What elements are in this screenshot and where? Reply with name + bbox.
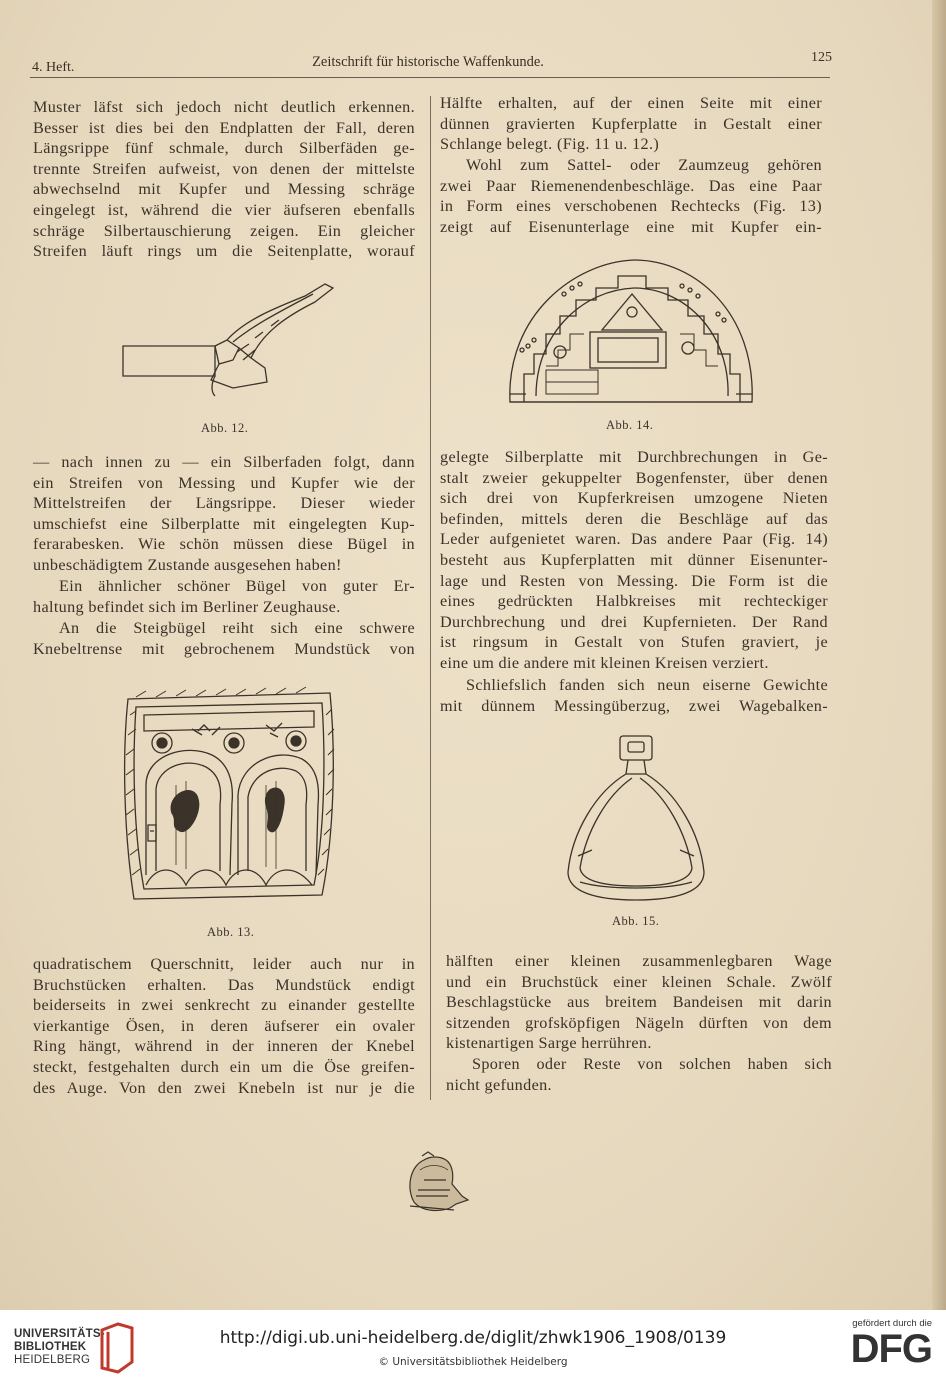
- text-line: schräge Silbertauschierung zeigen. Ein gleicher: [33, 221, 415, 240]
- copyright-notice: © Universitätsbibliothek Heidelberg: [378, 1356, 568, 1368]
- text-line: Muster läfst sich jedoch nicht deutlich erkennen.: [33, 98, 415, 116]
- text-line: Durchbrechung und drei Kupfernieten. Der Rand: [440, 612, 828, 631]
- text-line: unbeschädigtem Zustande ausgesehen haben!: [33, 555, 342, 574]
- text-line: vierkantige Ösen, in deren äufserer ein ovaler: [33, 1016, 415, 1035]
- text-line: dünnen gravierten Kupferplatte in Gestalt einer: [440, 114, 822, 133]
- text-line: besteht aus Kupferplatten mit dünner Eisenunter-: [440, 550, 828, 569]
- logo-line: HEIDELBERG: [14, 1354, 91, 1366]
- text-line: lage und Resten von Messing. Die Form ist die: [440, 571, 828, 590]
- text-line: Bruchstücken erhalten. Das Mundstück endigt: [33, 975, 415, 994]
- text-line: An die Steigbügel reiht sich eine schwere: [59, 619, 415, 637]
- text-line: eines gedrückten Halbkreises mit rechteckiger: [440, 592, 828, 611]
- text-line: gelegte Silberplatte mit Durchbrechungen in Ge-: [440, 448, 828, 466]
- text-line: — nach innen zu — ein Silberfaden folgt, dann: [33, 453, 415, 471]
- text-line: und ein Bruchstück einer kleinen Schale. Zwölf: [446, 972, 832, 991]
- journal-title: Zeitschrift für historische Waffenkunde.: [312, 54, 544, 70]
- text-line: Sporen oder Reste von solchen haben sich: [472, 1055, 832, 1073]
- text-line: abwechselnd mit Kupfer und Messing schräge: [33, 180, 415, 199]
- text-line: trennte Streifen aufweist, von denen der mittelste: [33, 159, 415, 178]
- text-line: nicht gefunden.: [446, 1075, 552, 1094]
- text-line: Streifen läuft rings um die Seitenplatte, worauf: [33, 242, 415, 261]
- right-col-block-2: [440, 155, 822, 237]
- text-line: haltung befindet sich im Berliner Zeughause.: [33, 597, 341, 616]
- left-col-block-1: [33, 97, 415, 262]
- text-line: sich drei von Kupferkreisen umzogene Nieten: [440, 489, 828, 508]
- text-line: sitzenden grofsköpfigen Nägeln dürften von dem: [446, 1013, 832, 1032]
- right-col-block-6: [446, 1054, 832, 1095]
- dfg-logo: DFG: [850, 1327, 932, 1371]
- text-line: zeigt auf Eisenunterlage eine mit Kupfer ein-: [440, 217, 822, 236]
- text-line: befinden, mittels deren die Beschläge auf das: [440, 509, 828, 528]
- text-line: Schliefslich fanden sich neun eiserne Gewichte: [466, 676, 828, 694]
- digitization-footer: [0, 1310, 946, 1378]
- right-col-block-1: [440, 93, 822, 155]
- figure-13-strap-fitting: [116, 685, 344, 915]
- text-line: Knebeltrense mit gebrochenem Mundstück von: [33, 639, 415, 658]
- text-line: kistenartigen Sarge herrühren.: [446, 1034, 652, 1053]
- page-edge: [932, 0, 946, 1310]
- strap-loop: [620, 736, 652, 760]
- running-header: [28, 50, 832, 78]
- text-line: hälften einer kleinen zusammenlegbaren Wage: [446, 952, 832, 970]
- caption-fig-14: Abb. 14.: [606, 418, 654, 432]
- right-col-block-4: [440, 675, 828, 716]
- column-divider: [430, 96, 431, 1100]
- logo-line: UNIVERSITÄTS-: [14, 1328, 105, 1340]
- text-line: steckt, festgehalten durch ein um die Öse greifen-: [33, 1057, 415, 1076]
- text-line: Leder aufgenietet waren. Das andere Paar (Fig. 14): [440, 530, 828, 549]
- text-line: Wohl zum Sattel- oder Zaumzeug gehören: [466, 156, 822, 174]
- text-line: zwei Paar Riemenendenbeschläge. Das eine Paar: [440, 176, 822, 195]
- logo-line: BIBLIOTHEK: [14, 1341, 87, 1353]
- left-col-block-5: [33, 954, 415, 1098]
- figure-15-stirrup: [556, 732, 716, 908]
- funder-note: gefördert durch die: [852, 1318, 932, 1329]
- text-line: Schlange belegt. (Fig. 11 u. 12.): [440, 135, 660, 154]
- bar-shape: [123, 346, 215, 376]
- text-line: ferarabesken. Wie schön müssen diese Bügel in: [33, 535, 415, 554]
- text-line: stalt zweier gekuppelter Bogenfenster, über denen: [440, 468, 828, 487]
- helmet-vignette-icon: [400, 1150, 472, 1216]
- text-line: des Auge. Von den zwei Knebeln ist nur je die: [33, 1078, 415, 1097]
- text-line: quadratischem Querschnitt, leider auch nur in: [33, 955, 415, 973]
- left-col-block-3: [33, 576, 415, 617]
- right-col-block-3: [440, 447, 828, 674]
- text-line: beiderseits in zwei senkrecht zu einander gestellte: [33, 996, 415, 1015]
- figure-12-bit-fragment: [115, 280, 345, 410]
- page-number: 125: [811, 50, 832, 65]
- text-line: Ring hängt, während in der inneren der Knebel: [33, 1037, 415, 1056]
- left-col-block-2: [33, 452, 415, 576]
- figure-14-semicircular-fitting: [506, 254, 758, 412]
- text-line: in Form eines verschobenen Rechtecks (Fig. 13): [440, 197, 822, 216]
- left-col-block-4: [33, 618, 415, 659]
- header-rule: [30, 77, 830, 78]
- text-line: Mittelstreifen der Längsrippe. Dieser wieder: [33, 494, 415, 513]
- text-line: Besser ist dies bei den Endplatten der Fall, deren: [33, 118, 415, 137]
- text-line: umschiefst eine Silberplatte mit eingelegten Kup-: [33, 514, 415, 533]
- text-line: Beschlagstücke aus breitem Bandeisen mit darin: [446, 993, 832, 1012]
- text-line: ist ringsum in Gestalt von Stufen graviert, je: [440, 633, 828, 652]
- caption-fig-15: Abb. 15.: [612, 914, 660, 928]
- issue-number: 4. Heft.: [32, 60, 75, 75]
- text-line: Ein ähnlicher schöner Bügel von guter Er-: [59, 577, 415, 595]
- text-line: mit dünnem Messingüberzug, zwei Wagebalken-: [440, 696, 828, 715]
- text-line: eine um die andere mit kleinen Kreisen verziert.: [440, 653, 769, 672]
- source-url-link[interactable]: http://digi.ub.uni-heidelberg.de/diglit/zhwk1906_1908/0139: [219, 1328, 727, 1348]
- caption-fig-13: Abb. 13.: [207, 925, 255, 939]
- right-col-block-5: [446, 951, 832, 1054]
- caption-fig-12: Abb. 12.: [201, 421, 249, 435]
- text-line: Längsrippe fünf schmale, durch Silberfäden ge-: [33, 139, 415, 158]
- text-line: ein Streifen von Messing und Kupfer wie der: [33, 473, 415, 492]
- text-line: Hälfte erhalten, auf der einen Seite mit einer: [440, 94, 822, 112]
- text-line: eingelegt ist, während die vier äufseren ebenfalls: [33, 200, 415, 219]
